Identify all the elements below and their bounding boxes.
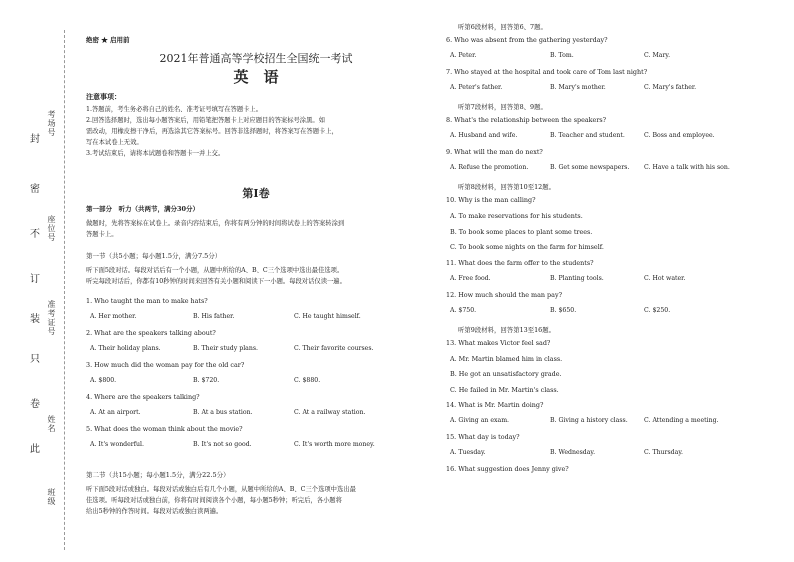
question-stem: 2. What are the speakers talking about? [86, 329, 216, 337]
sec1-heading: 第一节（共5小题；每小题1.5分，满分7.5分） [86, 252, 222, 260]
option-row [450, 84, 770, 94]
question-stem: 12. How much should the man pay? [446, 290, 562, 299]
option-c: C. $880. [294, 377, 321, 384]
question-stem: 5. What does the woman think about the movie? [86, 425, 243, 433]
option-b: B. His father. [193, 313, 235, 320]
intro-line: 听下面5段对话。每段对话后有一个小题，从题中所给的A、B、C三个选项中选出最佳选项。 [86, 267, 344, 274]
option-row [450, 52, 770, 62]
option-line: C. To book some nights on the farm for himself. [450, 243, 604, 251]
option-line: A. Mr. Martin blamed him in class. [450, 354, 563, 363]
question-stem: 11. What does the farm offer to the students? [446, 258, 594, 267]
note-line: 需改动，用橡皮擦干净后，再选涂其它答案标号。回答非选择题时，将答案写在答题卡上， [86, 128, 338, 135]
student-field-label: 班级 [47, 488, 56, 506]
material-heading: 听第8段材料，回答第10至12题。 [458, 183, 556, 191]
option-b: B. Giving a history class. [550, 417, 628, 424]
option-a: A. Giving an exam. [450, 417, 510, 424]
option-row [90, 441, 430, 451]
seal-char: 只 [30, 354, 40, 365]
option-b: B. Their study plans. [193, 345, 258, 352]
option-a: A. Refuse the promotion. [450, 164, 529, 171]
option-row [450, 307, 770, 317]
question-stem: 15. What day is today? [446, 433, 520, 441]
option-b: B. Planting tools. [550, 274, 604, 282]
option-a: A. At an airport. [90, 409, 141, 416]
seal-char: 卷 [30, 399, 40, 410]
note-line: 1.答题前，考生务必将自己的姓名、准考证号填写在答题卡上。 [86, 106, 263, 113]
intro-line: 给出5秒钟的作答时间。每段对话或独白读两遍。 [86, 508, 223, 515]
option-c: C. It's worth more money. [294, 441, 375, 448]
volume-title: 第Ⅰ卷 [242, 187, 270, 200]
option-row [90, 313, 430, 323]
seal-char: 封 [30, 134, 40, 145]
question-stem: 13. What makes Victor feel sad? [446, 338, 551, 347]
option-c: C. At a railway station. [294, 409, 366, 416]
seal-dashed-line [64, 30, 65, 550]
option-b: B. $720. [193, 377, 220, 384]
question-stem: 7. Who stayed at the hospital and took care of Tom last night? [446, 68, 648, 76]
question-stem: 16. What suggestion does Jenny give? [446, 465, 569, 473]
seal-char: 密 [30, 184, 40, 195]
question-stem: 9. What will the man do next? [446, 148, 543, 156]
option-a: A. Free food. [450, 274, 491, 282]
intro-line: 答题卡上。 [86, 231, 118, 238]
option-row [90, 345, 430, 355]
option-c: C. Hot water. [644, 274, 686, 282]
seal-char: 订 [30, 274, 40, 285]
option-row [450, 275, 770, 285]
option-b: B. Tom. [550, 52, 574, 59]
option-b: B. It's not so good. [193, 441, 252, 448]
seal-char: 此 [30, 444, 40, 455]
option-c: C. Mary. [644, 52, 671, 59]
student-field-label: 姓名 [47, 415, 56, 433]
intro-line: 做题时，先将答案标在试卷上。录音内容结束后，你将有两分钟的时间将试卷上的答案转涂到 [86, 220, 345, 227]
option-row [450, 164, 770, 174]
seal-char: 不 [30, 229, 40, 240]
option-b: B. Teacher and student. [550, 132, 625, 139]
option-row [450, 417, 770, 427]
option-b: B. $650. [550, 306, 577, 314]
option-c: C. $250. [644, 306, 671, 314]
option-a: A. It's wonderful. [90, 441, 144, 448]
question-stem: 10. Why is the man calling? [446, 196, 536, 204]
sec1-intro [86, 265, 426, 287]
note-line: 2.回答选择题时，选出每小题答案后，用铅笔把答题卡上对应题目的答案标号涂黑。如 [86, 117, 325, 124]
material-heading: 听第6段材料，回答第6、7题。 [458, 23, 547, 31]
subject-title: 英 语 [233, 68, 279, 86]
question-stem: 4. Where are the speakers talking? [86, 393, 200, 401]
option-line: B. He got an unsatisfactory grade. [450, 370, 562, 378]
option-b: B. Wednesday. [550, 449, 596, 456]
option-row [450, 132, 770, 142]
option-a: A. Her mother. [90, 313, 137, 320]
part1-heading: 第一部分 听力（共两节，满分30分） [86, 205, 200, 213]
question-stem: 6. Who was absent from the gathering yesterday? [446, 36, 608, 44]
option-line: B. To book some places to plant some trees. [450, 227, 593, 236]
sec2-heading: 第二节（共15小题；每小题1.5分，满分22.5分） [86, 471, 230, 479]
option-a: A. Peter's father. [450, 84, 503, 91]
option-a: A. $800. [90, 377, 117, 384]
student-field-label: 考场号 [47, 110, 56, 137]
option-row [450, 449, 770, 459]
intro-line: 佳选项。听每段对话或独白前，你将有时间阅读各个小题，每小题5秒钟；听完后，各小题将 [86, 497, 342, 504]
option-a: A. $750. [450, 306, 477, 314]
option-row [90, 409, 430, 419]
option-c: C. Boss and employee. [644, 132, 715, 139]
option-c: C. Mary's father. [644, 84, 697, 91]
material-heading: 听第7段材料，回答第8、9题。 [458, 103, 547, 111]
option-c: C. Have a talk with his son. [644, 164, 730, 171]
option-c: C. He taught himself. [294, 313, 361, 320]
option-b: B. Get some newspapers. [550, 164, 630, 171]
question-stem: 1. Who taught the man to make hats? [86, 297, 208, 305]
seal-char: 装 [30, 314, 40, 325]
question-stem: 3. How much did the woman pay for the old car? [86, 361, 245, 369]
student-field-label: 准考证号 [47, 300, 56, 336]
option-b: B. Mary's mother. [550, 84, 606, 91]
notes-list [86, 104, 426, 159]
student-field-label: 座位号 [47, 215, 56, 242]
option-c: C. Thursday. [644, 449, 683, 456]
option-c: C. Attending a meeting. [644, 417, 719, 424]
material-heading: 听第9段材料，回答第13至16题。 [458, 325, 556, 334]
notes-heading: 注意事项： [86, 92, 121, 101]
option-row [90, 377, 430, 387]
option-a: A. Peter. [450, 52, 477, 59]
part1-intro [86, 218, 426, 240]
question-stem: 8. What's the relationship between the speakers? [446, 116, 607, 124]
exam-title: 2021年普通高等学校招生全国统一考试 [159, 52, 353, 65]
question-stem: 14. What is Mr. Martin doing? [446, 401, 544, 409]
option-a: A. Tuesday. [450, 449, 486, 456]
note-line: 写在本试卷上无效。 [86, 139, 143, 146]
intro-line: 听完每段对话后，你都有10秒钟的时间来回答有关小题和阅读下一小题。每段对话仅读一遍。 [86, 278, 346, 285]
option-a: A. Husband and wife. [450, 132, 518, 139]
option-b: B. At a bus station. [193, 409, 253, 416]
option-line: C. He failed in Mr. Martin's class. [450, 385, 559, 394]
option-a: A. Their holiday plans. [90, 345, 161, 352]
option-line: A. To make reservations for his students. [450, 212, 583, 220]
confidential-tag: 绝密 ★ 启用前 [86, 36, 130, 44]
intro-line: 听下面5段对话或独白。每段对话或独白后有几个小题，从题中所给的A、B、C三个选项中选出最 [86, 486, 356, 493]
option-c: C. Their favorite courses. [294, 345, 374, 352]
sec2-intro [86, 484, 431, 517]
note-line: 3.考试结束后，请将本试题卷和答题卡一并上交。 [86, 150, 225, 157]
